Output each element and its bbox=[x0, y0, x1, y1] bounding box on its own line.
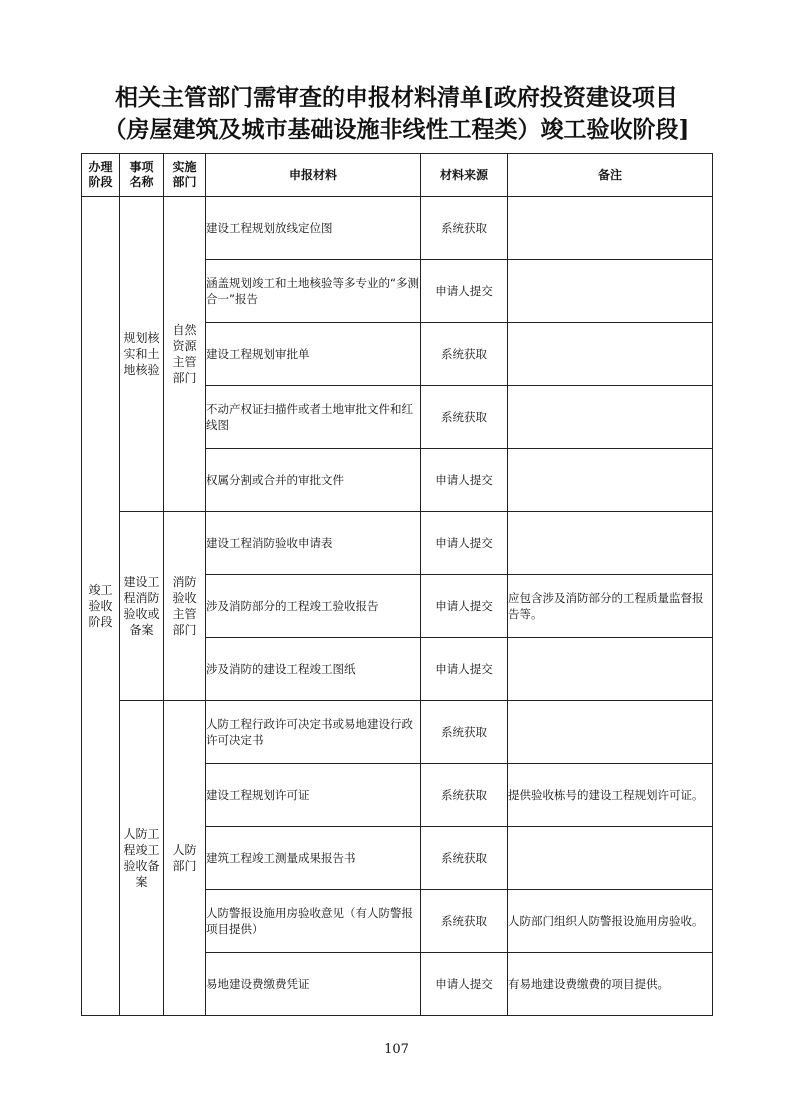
material-cell: 建设工程消防验收申请表 bbox=[206, 512, 421, 575]
stage-cell: 竣工验收阶段 bbox=[82, 197, 120, 1016]
note-cell bbox=[508, 827, 713, 890]
source-cell: 申请人提交 bbox=[421, 512, 508, 575]
material-cell: 权属分割或合并的审批文件 bbox=[206, 449, 421, 512]
note-cell: 应包含涉及消防部分的工程质量监督报告等。 bbox=[508, 575, 713, 638]
material-cell: 易地建设费缴费凭证 bbox=[206, 953, 421, 1016]
header-note: 备注 bbox=[508, 154, 713, 197]
table-row bbox=[82, 197, 713, 260]
note-cell bbox=[508, 449, 713, 512]
note-cell: 提供验收栋号的建设工程规划许可证。 bbox=[508, 764, 713, 827]
document-title-line-1: 相关主管部门需审查的申报材料清单[政府投资建设项目 bbox=[115, 84, 678, 111]
note-cell bbox=[508, 323, 713, 386]
dept-cell: 人防部门 bbox=[164, 701, 206, 1016]
note-cell bbox=[508, 197, 713, 260]
source-cell: 系统获取 bbox=[421, 386, 508, 449]
page-number: 107 bbox=[384, 1042, 409, 1057]
source-cell: 系统获取 bbox=[421, 701, 508, 764]
item-name-cell: 建设工程消防验收或备案 bbox=[120, 512, 164, 701]
source-cell: 系统获取 bbox=[421, 197, 508, 260]
document-title-line-2: （房屋建筑及城市基础设施非线性工程类）竣工验收阶段] bbox=[103, 116, 690, 143]
header-material: 申报材料 bbox=[206, 154, 421, 197]
source-cell: 申请人提交 bbox=[421, 953, 508, 1016]
material-cell: 涵盖规划竣工和土地核验等多专业的“多测合一”报告 bbox=[206, 260, 421, 323]
dept-cell: 自然资源主管部门 bbox=[164, 197, 206, 512]
note-cell bbox=[508, 638, 713, 701]
material-cell: 涉及消防部分的工程竣工验收报告 bbox=[206, 575, 421, 638]
note-cell bbox=[508, 386, 713, 449]
note-cell: 有易地建设费缴费的项目提供。 bbox=[508, 953, 713, 1016]
material-cell: 建设工程规划审批单 bbox=[206, 323, 421, 386]
material-cell: 涉及消防的建设工程竣工图纸 bbox=[206, 638, 421, 701]
item-name-cell: 规划核实和土地核验 bbox=[120, 197, 164, 512]
material-cell: 人防工程行政许可决定书或易地建设行政许可决定书 bbox=[206, 701, 421, 764]
material-cell: 不动产权证扫描件或者土地审批文件和红线图 bbox=[206, 386, 421, 449]
dept-cell: 消防验收主管部门 bbox=[164, 512, 206, 701]
source-cell: 申请人提交 bbox=[421, 575, 508, 638]
header-source: 材料来源 bbox=[421, 154, 508, 197]
source-cell: 系统获取 bbox=[421, 827, 508, 890]
item-name-cell: 人防工程竣工验收备案 bbox=[120, 701, 164, 1016]
table-header-row bbox=[82, 154, 713, 197]
header-stage: 办理阶段 bbox=[82, 154, 120, 197]
material-cell: 建设工程规划许可证 bbox=[206, 764, 421, 827]
header-item: 事项名称 bbox=[120, 154, 164, 197]
note-cell bbox=[508, 512, 713, 575]
source-cell: 系统获取 bbox=[421, 764, 508, 827]
source-cell: 申请人提交 bbox=[421, 260, 508, 323]
header-dept: 实施部门 bbox=[164, 154, 206, 197]
source-cell: 申请人提交 bbox=[421, 638, 508, 701]
source-cell: 系统获取 bbox=[421, 890, 508, 953]
note-cell bbox=[508, 260, 713, 323]
source-cell: 申请人提交 bbox=[421, 449, 508, 512]
note-cell: 人防部门组织人防警报设施用房验收。 bbox=[508, 890, 713, 953]
table-row bbox=[82, 512, 713, 575]
material-cell: 建设工程规划放线定位图 bbox=[206, 197, 421, 260]
table-row bbox=[82, 701, 713, 764]
materials-table bbox=[81, 153, 713, 1016]
note-cell bbox=[508, 701, 713, 764]
material-cell: 人防警报设施用房验收意见（有人防警报项目提供） bbox=[206, 890, 421, 953]
source-cell: 系统获取 bbox=[421, 323, 508, 386]
material-cell: 建筑工程竣工测量成果报告书 bbox=[206, 827, 421, 890]
